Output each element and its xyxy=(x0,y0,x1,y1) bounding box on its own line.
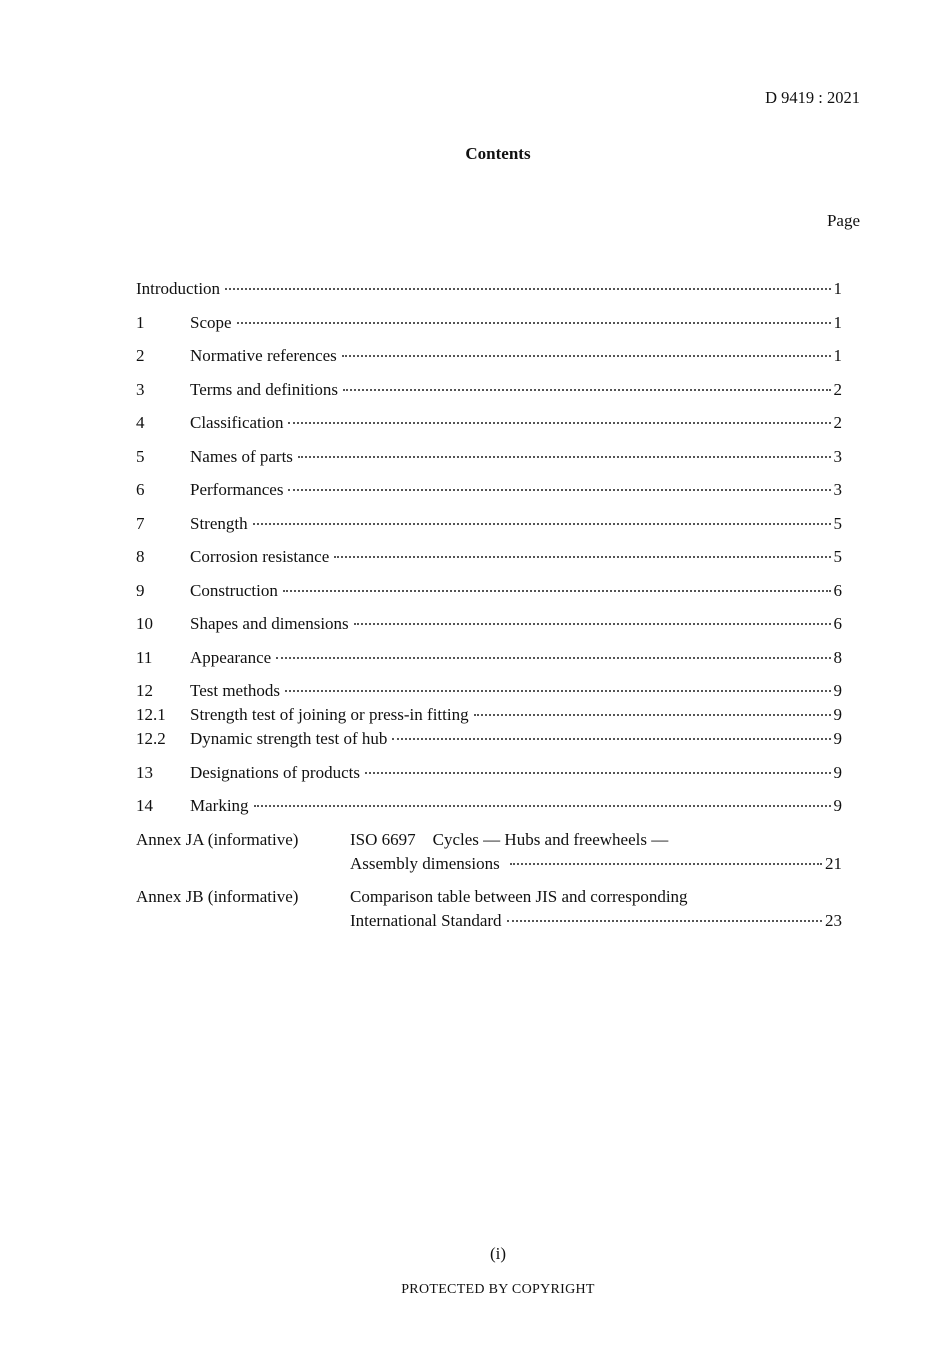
dot-leader xyxy=(510,863,822,865)
copyright-notice: PROTECTED BY COPYRIGHT xyxy=(401,1282,595,1297)
dot-leader xyxy=(298,456,831,458)
annex-title-line2: International Standard xyxy=(350,911,502,930)
toc-entry-page: 2 xyxy=(833,413,842,432)
toc-entry-page: 9 xyxy=(833,729,842,748)
toc-entry-number: 11 xyxy=(136,647,153,667)
toc-entry-title: Corrosion resistance xyxy=(190,547,330,566)
dot-leader xyxy=(474,714,831,716)
annex-title-line2: Assembly dimensions xyxy=(350,853,500,873)
toc-entry-strength[interactable] xyxy=(136,512,842,536)
dot-leader xyxy=(392,738,830,740)
toc-entry-scope[interactable] xyxy=(136,311,842,335)
dot-leader xyxy=(253,523,831,525)
toc-entry-terms-and-definitions[interactable] xyxy=(136,378,842,402)
toc-entry-number: 12 xyxy=(136,681,153,700)
toc-entry-title: Dynamic strength test of hub xyxy=(190,729,388,748)
toc-entry-title: Appearance xyxy=(190,647,272,667)
toc-entry-title: Marking xyxy=(190,796,249,815)
toc-entry-title: Scope xyxy=(190,312,232,332)
toc-entry-strength-test-joining[interactable] xyxy=(136,703,842,727)
toc-entry-names-of-parts[interactable] xyxy=(136,445,842,469)
toc-entry-title: Strength test of joining or press-in fitting xyxy=(190,705,469,724)
toc-entry-shapes-and-dimensions[interactable] xyxy=(136,612,842,636)
toc-entry-performances[interactable] xyxy=(136,478,842,502)
toc-entry-number: 13 xyxy=(136,762,153,782)
toc-entry-page: 2 xyxy=(833,379,842,399)
dot-leader xyxy=(288,422,830,424)
toc-entry-normative-references[interactable] xyxy=(136,344,842,368)
toc-entry-title: Classification xyxy=(190,413,284,432)
document-id: D 9419 : 2021 xyxy=(765,88,860,107)
toc-entry-annex-jb[interactable] xyxy=(136,885,842,933)
page-column-label: Page xyxy=(826,211,860,230)
toc-entry-page: 5 xyxy=(833,547,842,566)
toc-entry-page: 1 xyxy=(833,346,842,365)
toc-entry-annex-ja[interactable] xyxy=(136,828,842,876)
annex-label: Annex JA (informative) xyxy=(136,829,299,849)
dot-leader xyxy=(283,590,831,592)
contents-title: Contents xyxy=(465,144,531,163)
toc-entry-marking[interactable] xyxy=(136,794,842,818)
toc-entry-title: Shapes and dimensions xyxy=(190,614,349,633)
toc-entry-page: 1 xyxy=(833,312,842,332)
annex-title-line2-row xyxy=(350,852,842,876)
toc-entry-page: 9 xyxy=(833,796,842,815)
dot-leader xyxy=(334,556,830,558)
page-number: (i) xyxy=(489,1244,507,1263)
toc-entry-number: 4 xyxy=(136,413,145,432)
toc-entry-page: 9 xyxy=(833,681,842,700)
annex-title-line2-row xyxy=(350,909,842,933)
toc-entry-title: Normative references xyxy=(190,346,337,365)
toc-entry-title: Terms and definitions xyxy=(190,379,339,399)
toc-entry-number: 14 xyxy=(136,796,153,815)
toc-entry-number: 1 xyxy=(136,312,145,332)
toc-entry-page: 9 xyxy=(833,705,842,724)
toc-entry-number: 7 xyxy=(136,513,145,533)
toc-entry-title: Designations of products xyxy=(190,762,360,782)
toc-entry-page: 8 xyxy=(833,647,842,667)
toc-entry-dynamic-strength-test[interactable] xyxy=(136,727,842,751)
toc-entry-title: Names of parts xyxy=(190,446,293,466)
toc-entry-construction[interactable] xyxy=(136,579,842,603)
annex-body xyxy=(350,885,842,933)
toc-entry-title: Strength xyxy=(190,513,248,533)
toc-entry-number: 9 xyxy=(136,580,145,600)
toc-entry-classification[interactable] xyxy=(136,411,842,435)
dot-leader xyxy=(288,489,830,491)
dot-leader xyxy=(237,322,831,324)
dot-leader xyxy=(507,920,822,922)
table-of-contents xyxy=(136,277,842,933)
toc-entry-title: Performances xyxy=(190,480,284,499)
toc-entry-designations-of-products[interactable] xyxy=(136,761,842,785)
toc-entry-page: 23 xyxy=(825,911,842,930)
annex-title-line1: ISO 6697 Cycles — Hubs and freewheels — xyxy=(350,829,669,849)
toc-entry-number: 2 xyxy=(136,346,145,365)
toc-entry-page: 1 xyxy=(833,279,842,298)
toc-entry-number: 10 xyxy=(136,614,153,633)
toc-entry-corrosion-resistance[interactable] xyxy=(136,545,842,569)
toc-entry-page: 9 xyxy=(833,762,842,782)
toc-entry-title: Introduction xyxy=(136,279,221,298)
dot-leader xyxy=(276,657,830,659)
toc-entry-appearance[interactable] xyxy=(136,646,842,670)
toc-entry-page: 5 xyxy=(833,513,842,533)
toc-entry-number: 6 xyxy=(136,480,145,499)
dot-leader xyxy=(254,805,831,807)
toc-entry-number: 3 xyxy=(136,379,145,399)
toc-entry-page: 3 xyxy=(833,446,842,466)
toc-entry-title: Construction xyxy=(190,580,278,600)
dot-leader xyxy=(354,623,831,625)
toc-entry-number: 12.2 xyxy=(136,729,166,748)
dot-leader xyxy=(285,690,831,692)
toc-entry-page: 3 xyxy=(833,480,842,499)
toc-entry-number: 8 xyxy=(136,547,145,566)
toc-entry-test-methods[interactable] xyxy=(136,679,842,703)
toc-entry-page: 21 xyxy=(825,853,842,873)
dot-leader xyxy=(225,288,830,290)
dot-leader xyxy=(365,772,831,774)
toc-entry-introduction[interactable] xyxy=(136,277,842,301)
annex-title-line1: Comparison table between JIS and corresponding xyxy=(350,887,688,906)
toc-entry-page: 6 xyxy=(833,580,842,600)
dot-leader xyxy=(342,355,831,357)
toc-entry-number: 12.1 xyxy=(136,705,166,724)
annex-label: Annex JB (informative) xyxy=(136,887,299,906)
toc-entry-title: Test methods xyxy=(190,681,280,700)
toc-entry-page: 6 xyxy=(833,614,842,633)
toc-entry-number: 5 xyxy=(136,446,145,466)
annex-body xyxy=(350,828,842,876)
dot-leader xyxy=(343,389,830,391)
